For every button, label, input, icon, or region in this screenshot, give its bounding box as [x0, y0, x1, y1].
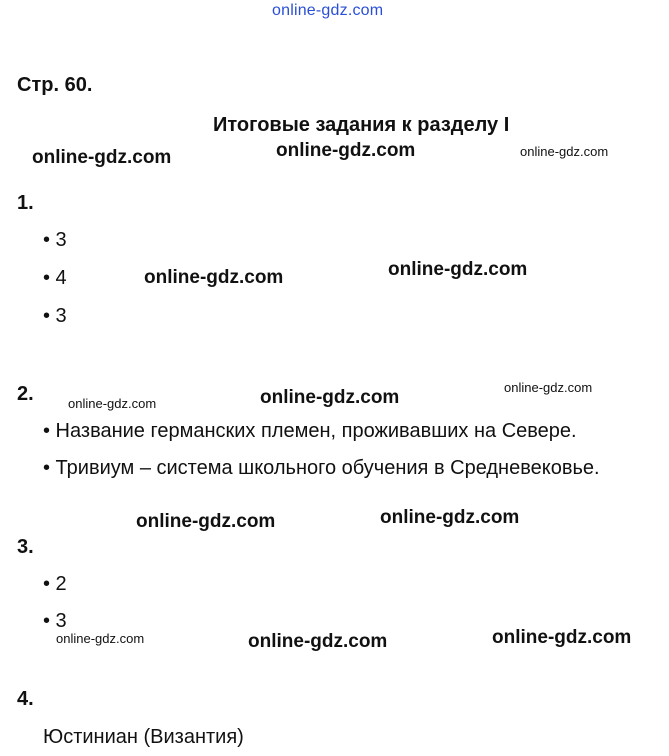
site-header-link[interactable]: online-gdz.com	[272, 2, 384, 19]
watermark-text: online-gdz.com	[504, 380, 593, 395]
question-2-answer-2: • Тривиум – система школьного обучения в Средневековье.	[43, 457, 600, 479]
question-1-answer-2: • 4	[43, 267, 67, 289]
question-2-number: 2.	[17, 383, 34, 405]
watermark-text: online-gdz.com	[520, 144, 609, 159]
question-1-number: 1.	[17, 192, 34, 214]
watermark-text: online-gdz.com	[56, 631, 145, 646]
question-3-answer-2: • 3	[43, 610, 67, 632]
watermark-text: online-gdz.com	[388, 259, 528, 280]
question-1-answer-3: • 3	[43, 305, 67, 327]
question-3-number: 3.	[17, 536, 34, 558]
watermark-text: online-gdz.com	[276, 140, 416, 161]
question-1-answer-1: • 3	[43, 229, 67, 251]
watermark-text: online-gdz.com	[380, 507, 520, 528]
watermark-text: online-gdz.com	[248, 631, 388, 652]
watermark-text: online-gdz.com	[144, 267, 284, 288]
question-4-answer-1: Юстиниан (Византия)	[43, 726, 244, 748]
watermark-text: online-gdz.com	[492, 627, 632, 648]
watermark-text: online-gdz.com	[32, 147, 172, 168]
question-4-number: 4.	[17, 688, 34, 710]
watermark-text: online-gdz.com	[136, 511, 276, 532]
question-3-answer-1: • 2	[43, 573, 67, 595]
question-2-answer-1: • Название германских племен, проживавших на Севере.	[43, 420, 577, 442]
section-title: Итоговые задания к разделу I	[213, 114, 510, 136]
watermark-text: online-gdz.com	[260, 387, 400, 408]
watermark-text: online-gdz.com	[68, 396, 157, 411]
page-number: Стр. 60.	[17, 74, 93, 96]
